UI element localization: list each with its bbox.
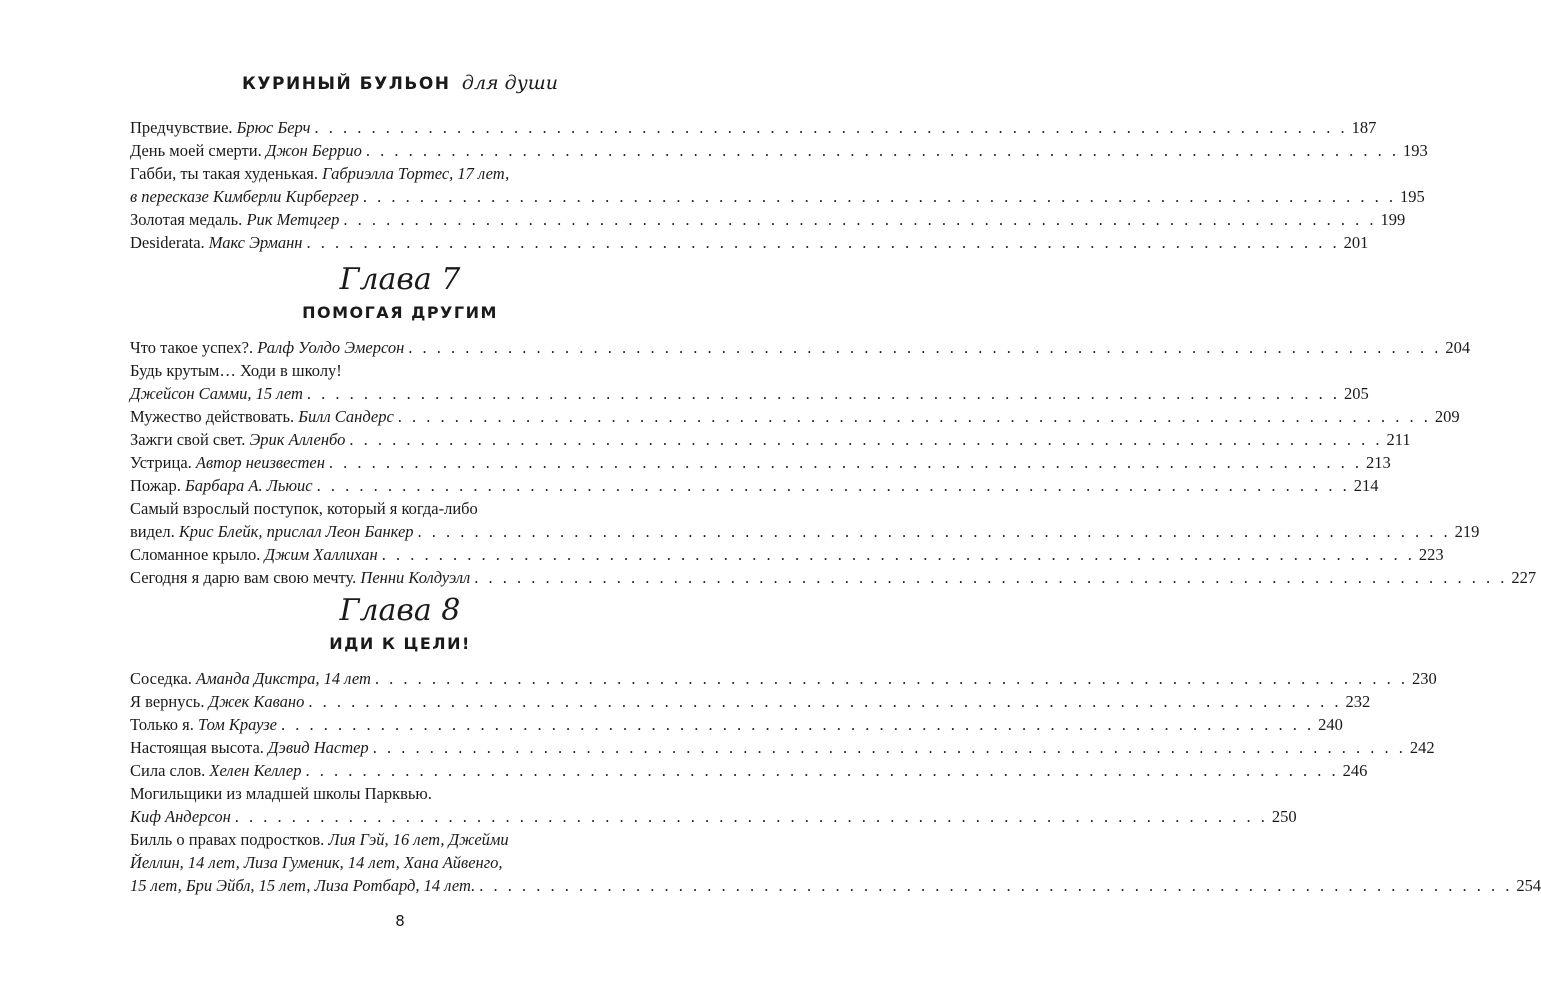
dot-leader: . . . . . . . . . . . . . . . . . . . . . . . . . . . . . . . . . . . . . . . . . . . . . . . . . . . . . . . . . . . . . . . . . . . . . . . . .	[372, 738, 1406, 757]
dot-leader: . . . . . . . . . . . . . . . . . . . . . . . . . . . . . . . . . . . . . . . . . . . . . . . . . . . . . . . . . . . . . . . . . . . . . . . . .	[365, 141, 1400, 160]
toc-entry	[130, 474, 1379, 497]
entry-page-number: 232	[1345, 692, 1371, 711]
toc-entry	[130, 566, 1537, 589]
entry-title: Габби, ты такая худенькая.	[130, 164, 318, 183]
entry-text	[130, 566, 470, 589]
toc-entry-line	[130, 359, 717, 382]
toc-entry-last-line	[130, 759, 1368, 782]
dot-leader: . . . . . . . . . . . . . . . . . . . . . . . . . . . . . . . . . . . . . . . . . . . . . . . . . . . . . . . . . . . . . . . . . . . . . . . . .	[305, 761, 1339, 780]
running-head	[0, 72, 800, 94]
toc-entry	[130, 428, 1411, 451]
chapter-name-7: ПОМОГАЯ ДРУГИМ	[302, 303, 498, 322]
entry-page-number: 214	[1353, 476, 1379, 495]
dot-leader: . . . . . . . . . . . . . . . . . . . . . . . . . . . . . . . . . . . . . . . . . . . . . . . . . . . . . . . . . . . . . . . . . . . . . . . . .	[474, 568, 1508, 587]
toc-entry	[130, 451, 1391, 474]
entry-text	[130, 690, 304, 713]
toc-entry	[130, 713, 1343, 736]
running-head-caps: КУРИНЫЙ БУЛЬОН	[242, 74, 451, 94]
entry-author: Ралф Уолдо Эмерсон	[257, 338, 405, 357]
dot-leader: . . . . . . . . . . . . . . . . . . . . . . . . . . . . . . . . . . . . . . . . . . . . . . . . . . . . . . . . . . . . . . . . . . . . . . . . .	[381, 545, 1415, 564]
page-number: 8	[395, 912, 405, 930]
entry-page-number: 201	[1343, 233, 1369, 252]
toc-entry-last-line	[130, 336, 1471, 359]
toc-entry-last-line	[130, 566, 1537, 589]
entry-author: Джим Халлихан	[264, 545, 378, 564]
toc-entry	[130, 231, 1369, 254]
entry-title: День моей смерти.	[130, 141, 262, 160]
entry-title: Что такое успех?.	[130, 338, 254, 357]
entry-page-number: 204	[1445, 338, 1471, 357]
entry-author: Билл Сандерс	[298, 407, 394, 426]
dot-leader: . . . . . . . . . . . . . . . . . . . . . . . . . . . . . . . . . . . . . . . . . . . . . . . . . . . . . . . . . . . . . . . . . . . . . . . . .	[417, 522, 1451, 541]
entry-title: Могильщики из младшей школы Парквью.	[130, 784, 432, 803]
entry-page-number: 199	[1380, 210, 1406, 229]
entry-title: Только я.	[130, 715, 194, 734]
entry-text	[130, 382, 303, 405]
entry-text	[130, 543, 378, 566]
dot-leader: . . . . . . . . . . . . . . . . . . . . . . . . . . . . . . . . . . . . . . . . . . . . . . . . . . . . . . . . . . . . . . . . . . . . . . . . .	[349, 430, 1383, 449]
entry-page-number: 246	[1342, 761, 1368, 780]
toc-entry	[130, 139, 1428, 162]
toc-entry-line	[130, 782, 717, 805]
toc-entry	[130, 828, 1541, 897]
entry-author: Макс Эрманн	[208, 233, 303, 252]
entry-author: Джон Беррио	[265, 141, 362, 160]
toc-entry-last-line	[130, 208, 1406, 231]
entry-text	[130, 139, 362, 162]
entry-text	[130, 667, 371, 690]
toc-entry-last-line	[130, 713, 1343, 736]
toc-entry-last-line	[130, 874, 1541, 897]
entry-author: Йеллин, 14 лет, Лиза Гуменик, 14 лет, Хана Айвенго,	[130, 853, 503, 872]
entry-title: Настоящая высота.	[130, 738, 264, 757]
dot-leader: . . . . . . . . . . . . . . . . . . . . . . . . . . . . . . . . . . . . . . . . . . . . . . . . . . . . . . . . . . . . . . . . . . . . . . . . .	[328, 453, 1363, 472]
toc-entry-last-line	[130, 667, 1437, 690]
entry-title: Билль о правах подростков.	[130, 830, 325, 849]
entry-author: Дэвид Настер	[268, 738, 369, 757]
dot-leader: . . . . . . . . . . . . . . . . . . . . . . . . . . . . . . . . . . . . . . . . . . . . . . . . . . . . . . . . . . . . . . . . . . . . . . . . .	[316, 476, 1350, 495]
toc-entry-line	[130, 162, 717, 185]
toc-entry-last-line	[130, 451, 1391, 474]
entry-title: Сломанное крыло.	[130, 545, 261, 564]
toc-entry	[130, 497, 1480, 543]
dot-leader: . . . . . . . . . . . . . . . . . . . . . . . . . . . . . . . . . . . . . . . . . . . . . . . . . . . . . . . . . . . . . . . . . . . . . . . . .	[281, 715, 1315, 734]
entry-text	[130, 874, 475, 897]
dot-leader: . . . . . . . . . . . . . . . . . . . . . . . . . . . . . . . . . . . . . . . . . . . . . . . . . . . . . . . . . . . . . . . . . . . . . . . . .	[343, 210, 1377, 229]
toc-entry	[130, 667, 1437, 690]
running-head-script: для души	[461, 72, 558, 94]
entry-author: Барбара А. Льюис	[184, 476, 313, 495]
entry-title: Предчувствие.	[130, 118, 233, 137]
entry-page-number: 193	[1403, 141, 1428, 160]
entry-page-number: 209	[1434, 407, 1460, 426]
toc-entry-last-line	[130, 690, 1371, 713]
toc-entry-last-line	[130, 139, 1428, 162]
entry-text	[130, 405, 394, 428]
entry-title: Устрица.	[130, 453, 192, 472]
toc-entry-last-line	[130, 805, 1297, 828]
chapter-title-8: Глава 8	[339, 593, 461, 628]
entry-page-number: 223	[1418, 545, 1444, 564]
entry-text	[130, 185, 359, 208]
toc-entry	[130, 736, 1435, 759]
entry-text	[130, 474, 313, 497]
entry-author: Крис Блейк, прислал Леон Банкер	[178, 522, 414, 541]
entry-text	[130, 520, 414, 543]
dot-leader: . . . . . . . . . . . . . . . . . . . . . . . . . . . . . . . . . . . . . . . . . . . . . . . . . . . . . . . . . . . . . . . . . . . . . . . . .	[479, 876, 1513, 895]
entry-title: Пожар.	[130, 476, 181, 495]
toc-entry	[130, 759, 1368, 782]
toc-entry	[130, 405, 1460, 428]
entry-text	[130, 736, 369, 759]
toc-entry-last-line	[130, 520, 1480, 543]
entry-author: Хелен Келлер	[209, 761, 302, 780]
entry-page-number: 254	[1516, 876, 1541, 895]
entry-text	[130, 713, 277, 736]
toc-entry	[130, 116, 1377, 139]
entry-author: 15 лет, Бри Эйбл, 15 лет, Лиза Ротбард, 14 лет.	[130, 876, 476, 895]
entry-author: Пенни Колдуэлл	[360, 568, 471, 587]
entry-text	[130, 805, 231, 828]
toc-entry-line	[130, 497, 717, 520]
entry-author: Джек Кавано	[208, 692, 305, 711]
entry-author: Рик Метцгер	[246, 210, 340, 229]
entry-title: Соседка.	[130, 669, 192, 688]
entry-author: Киф Андерсон	[130, 807, 231, 826]
entry-author: Том Краузе	[198, 715, 277, 734]
entry-text	[130, 116, 310, 139]
entry-author: Брюс Берч	[236, 118, 311, 137]
dot-leader: . . . . . . . . . . . . . . . . . . . . . . . . . . . . . . . . . . . . . . . . . . . . . . . . . . . . . . . . . . . . . . . . . . . . . . . . .	[362, 187, 1396, 206]
entry-page-number: 219	[1454, 522, 1480, 541]
entry-page-number: 227	[1511, 568, 1537, 587]
toc-entry-line	[130, 851, 717, 874]
toc-entry-last-line	[130, 185, 1425, 208]
entry-text	[130, 428, 345, 451]
entry-page-number: 195	[1400, 187, 1425, 206]
toc-entry-last-line	[130, 543, 1444, 566]
toc-entry	[130, 162, 1425, 208]
entry-text	[130, 231, 302, 254]
entry-author: Габриэлла Тортес, 17 лет,	[322, 164, 510, 183]
entry-author: Лия Гэй, 16 лет, Джейми	[328, 830, 509, 849]
entry-title: Я вернусь.	[130, 692, 205, 711]
toc-entry	[130, 208, 1406, 231]
toc-entry-last-line	[130, 116, 1377, 139]
dot-leader: . . . . . . . . . . . . . . . . . . . . . . . . . . . . . . . . . . . . . . . . . . . . . . . . . . . . . . . . . . . . . . . . . . . . . . . . .	[306, 384, 1340, 403]
entry-text	[130, 336, 404, 359]
toc-entry-last-line	[130, 382, 1369, 405]
dot-leader: . . . . . . . . . . . . . . . . . . . . . . . . . . . . . . . . . . . . . . . . . . . . . . . . . . . . . . . . . . . . . . . . . . . . . . . . .	[306, 233, 1340, 252]
toc-entry-last-line	[130, 474, 1379, 497]
entry-text	[130, 759, 301, 782]
chapter-title-7: Глава 7	[339, 262, 461, 297]
toc-entry	[130, 336, 1471, 359]
dot-leader: . . . . . . . . . . . . . . . . . . . . . . . . . . . . . . . . . . . . . . . . . . . . . . . . . . . . . . . . . . . . . . . . . . . . . . . . .	[314, 118, 1348, 137]
entry-page-number: 213	[1366, 453, 1391, 472]
entry-author: Аманда Дикстра, 14 лет	[196, 669, 371, 688]
entry-text	[130, 208, 339, 231]
dot-leader: . . . . . . . . . . . . . . . . . . . . . . . . . . . . . . . . . . . . . . . . . . . . . . . . . . . . . . . . . . . . . . . . . . . . . . . . .	[374, 669, 1409, 688]
toc-entry-last-line	[130, 428, 1411, 451]
entry-author: в пересказе Кимберли Кирбергер	[130, 187, 359, 206]
dot-leader: . . . . . . . . . . . . . . . . . . . . . . . . . . . . . . . . . . . . . . . . . . . . . . . . . . . . . . . . . . . . . . . . . . . . . . . . .	[308, 692, 1342, 711]
entry-title: видел.	[130, 522, 175, 541]
entry-page-number: 250	[1271, 807, 1297, 826]
toc-entry-line	[130, 828, 717, 851]
toc-section-chapter-8	[130, 667, 1541, 897]
toc-entry-last-line	[130, 405, 1460, 428]
entry-page-number: 230	[1412, 669, 1437, 688]
entry-title: Мужество действовать.	[130, 407, 295, 426]
entry-title: Зажги свой свет.	[130, 430, 246, 449]
entry-title: Сегодня я дарю вам свою мечту.	[130, 568, 357, 587]
toc-entry-last-line	[130, 736, 1435, 759]
chapter-name-8: ИДИ К ЦЕЛИ!	[329, 634, 471, 653]
toc-section-prelude	[130, 116, 1428, 254]
entry-page-number: 211	[1386, 430, 1411, 449]
entry-text	[130, 451, 325, 474]
entry-author: Эрик Алленбо	[249, 430, 346, 449]
entry-title: Будь крутым… Ходи в школу!	[130, 361, 342, 380]
entry-title: Desiderata.	[130, 233, 205, 252]
entry-title: Самый взрослый поступок, который я когда-либо	[130, 499, 478, 518]
toc-entry	[130, 543, 1444, 566]
toc-entry	[130, 359, 1369, 405]
entry-page-number: 242	[1409, 738, 1435, 757]
entry-author: Автор неизвестен	[195, 453, 325, 472]
toc-entry	[130, 690, 1371, 713]
entry-author: Джейсон Самми, 15 лет	[130, 384, 303, 403]
dot-leader: . . . . . . . . . . . . . . . . . . . . . . . . . . . . . . . . . . . . . . . . . . . . . . . . . . . . . . . . . . . . . . . . . . . . . . . . .	[234, 807, 1268, 826]
dot-leader: . . . . . . . . . . . . . . . . . . . . . . . . . . . . . . . . . . . . . . . . . . . . . . . . . . . . . . . . . . . . . . . . . . . . . . . . .	[408, 338, 1442, 357]
toc-section-chapter-7	[130, 336, 1537, 589]
entry-page-number: 205	[1343, 384, 1369, 403]
entry-title: Золотая медаль.	[130, 210, 243, 229]
toc-entry	[130, 782, 1297, 828]
entry-title: Сила слов.	[130, 761, 206, 780]
entry-page-number: 240	[1318, 715, 1343, 734]
entry-page-number: 187	[1351, 118, 1377, 137]
dot-leader: . . . . . . . . . . . . . . . . . . . . . . . . . . . . . . . . . . . . . . . . . . . . . . . . . . . . . . . . . . . . . . . . . . . . . . . . .	[397, 407, 1431, 426]
toc-entry-last-line	[130, 231, 1369, 254]
